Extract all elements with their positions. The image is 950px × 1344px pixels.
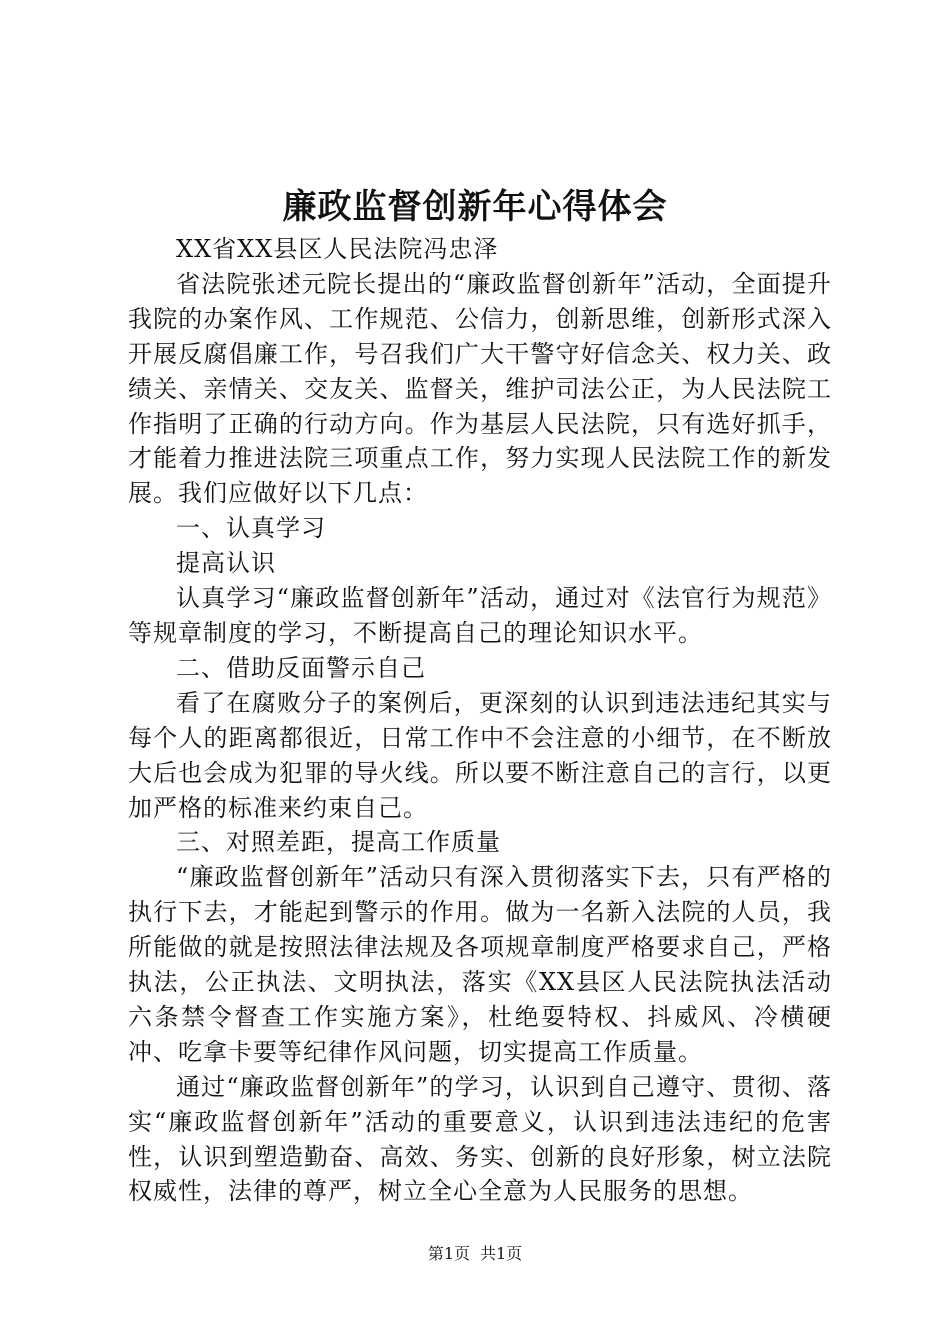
page-number: 第1页 (427, 1244, 470, 1263)
paragraph-intro: 省法院张述元院长提出的“廉政监督创新年”活动，全面提升我院的办案作风、工作规范、公信力，创新思维，创新形式深入开展反腐倡廉工作，号召我们广大干警守好信念关、权力关、政绩关、亲情关、交友关、监督关，维护司法公正，为人民法院工作指明了正确的行动方向。作为基层人民法院，只有选好抓手，才能着力推进法院三项重点工作，努力实现人民法院工作的新发展。我们应做好以下几点： (128, 269, 832, 508)
paragraph-conclusion: 通过“廉政监督创新年”的学习，认识到自己遵守、贯彻、落实“廉政监督创新年”活动的重要意义，认识到违法违纪的危害性，认识到塑造勤奋、高效、务实、创新的良好形象，树立法院权威性，法律的尊严，树立全心全意为人民服务的思想。 (128, 1072, 832, 1206)
document-body (128, 232, 832, 1209)
section-heading-3: 三、对照差距，提高工作质量 (176, 828, 501, 857)
author-line: XX省XX县区人民法院冯忠泽 (176, 235, 499, 263)
page-footer (0, 1242, 950, 1266)
paragraph-section-2: 看了在腐败分子的案例后，更深刻的认识到违法违纪其实与每个人的距离都很近，日常工作中不会注意的小细节，在不断放大后也会成为犯罪的导火线。所以要不断注意自己的言行，以更加严格的标准来约束自己。 (128, 688, 832, 822)
document-title: 廉政监督创新年心得体会 (282, 187, 668, 227)
page-total: 共1页 (480, 1244, 523, 1263)
section-heading-1: 一、认真学习 (176, 514, 326, 543)
paragraph-section-3: “廉政监督创新年”活动只有深入贯彻落实下去，只有严格的执行下去，才能起到警示的作用。做为一名新入法院的人员，我所能做的就是按照法律法规及各项规章制度严格要求自己，严格执法，公正执法、文明执法，落实《XX县区人民法院执法活动六条禁令督查工作实施方案》，杜绝耍特权、抖威风、冷横硬冲、吃拿卡要等纪律作风问题，切实提高工作质量。 (128, 863, 832, 1066)
paragraph-section-1: 认真学习“廉政监督创新年”活动，通过对《法官行为规范》等规章制度的学习，不断提高自己的理论知识水平。 (128, 584, 832, 647)
section-heading-2: 二、借助反面警示自己 (176, 653, 426, 682)
section-subheading-1: 提高认识 (176, 549, 276, 578)
